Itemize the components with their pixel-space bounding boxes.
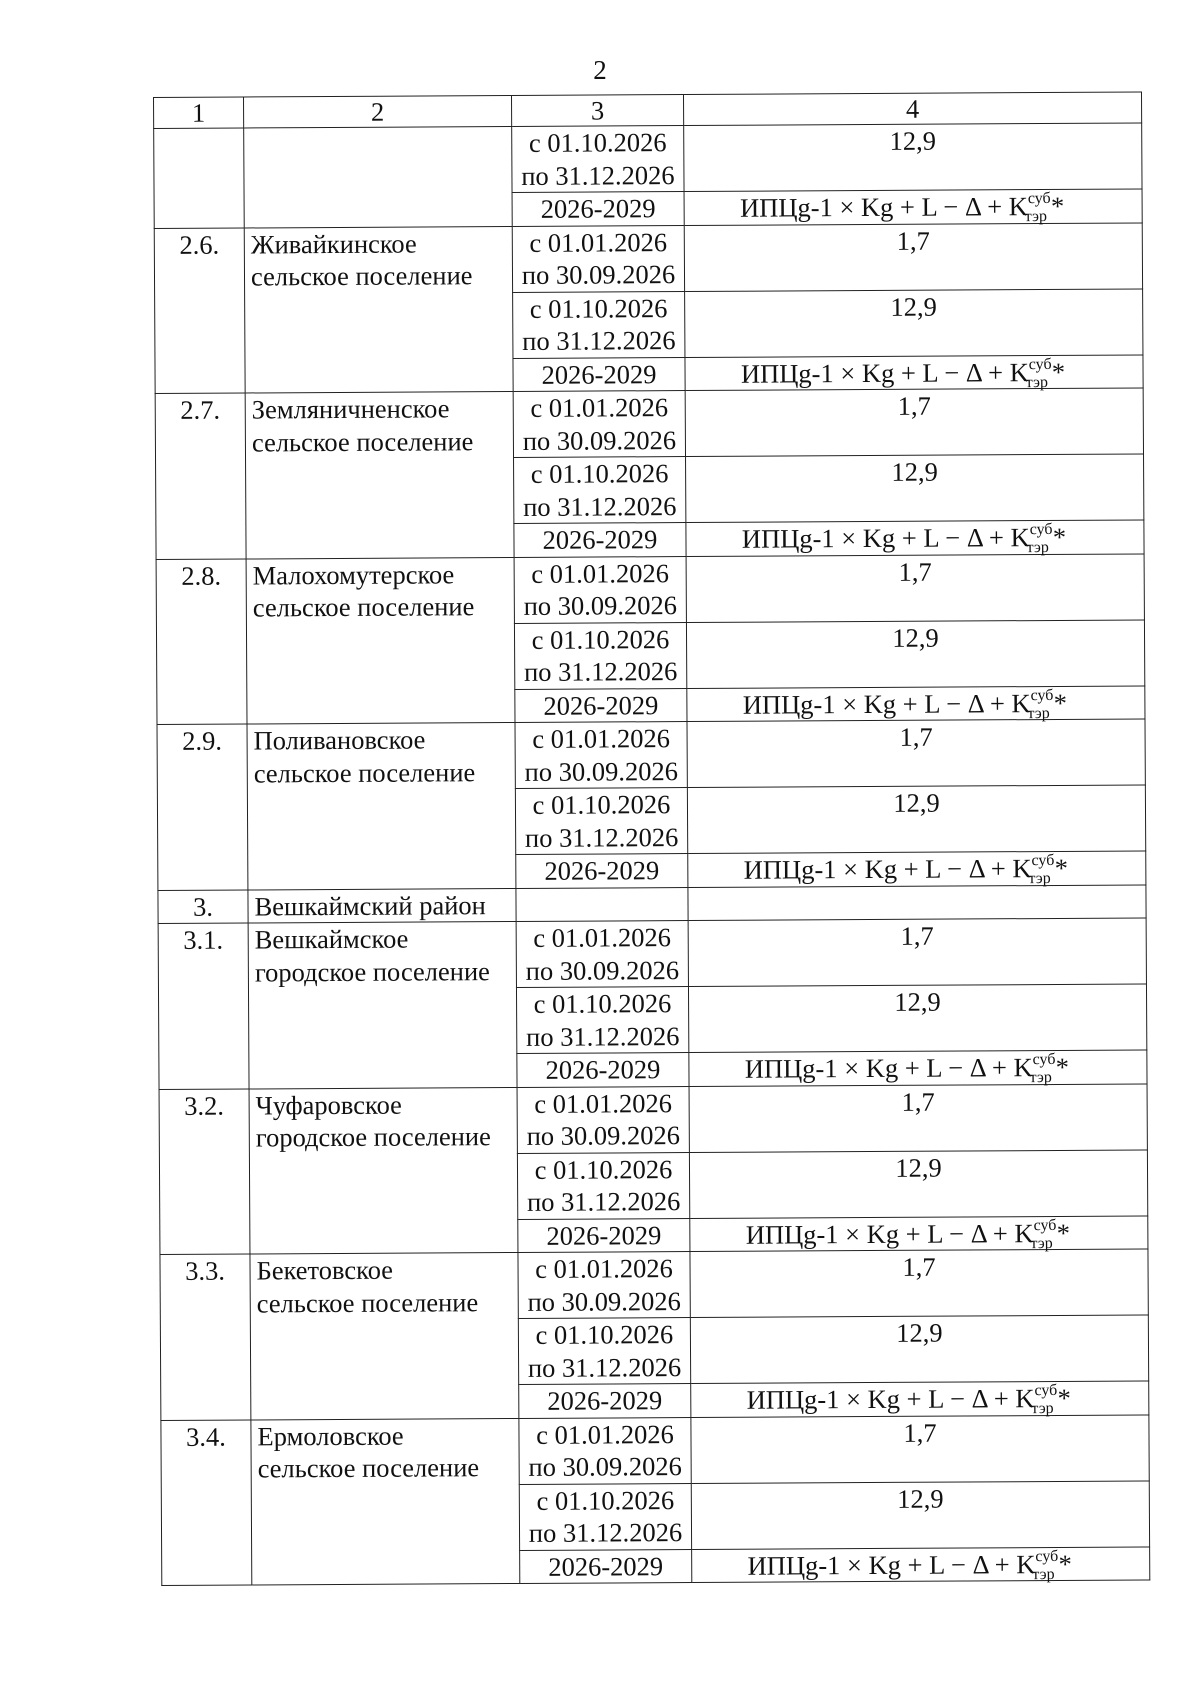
settlement-name: [246, 557, 515, 724]
period-cell: [515, 788, 687, 855]
tariff-table: [153, 91, 1150, 1586]
value-cell: 12,9: [689, 1149, 1147, 1218]
value-cell: 1,7: [691, 1414, 1149, 1483]
formula-cell: [688, 851, 1146, 887]
period-range: 2026-2029: [519, 1384, 691, 1418]
period-cell: [512, 225, 684, 292]
formula-sub: тэр: [1026, 539, 1049, 557]
formula-star: *: [1052, 521, 1067, 552]
value-cell: 1,7: [687, 719, 1145, 788]
value-cell: 1,7: [689, 1083, 1147, 1152]
row-number: 3.: [158, 889, 248, 923]
period-cell: [516, 921, 688, 988]
period-from: с 01.10.2026: [534, 1153, 673, 1185]
period-from: с 01.10.2026: [530, 458, 669, 489]
period-from: с 01.01.2026: [531, 557, 670, 589]
period-cell: [513, 291, 685, 358]
period-from: с 01.10.2026: [536, 1484, 675, 1516]
formula-main: ИПЦg-1 × Kg + L − Δ + K: [740, 356, 1029, 389]
period-cell: [517, 1086, 689, 1153]
table-row: [159, 1083, 1147, 1155]
empty-cell: [688, 884, 1146, 920]
period-to: по 30.09.2026: [526, 1120, 681, 1151]
formula-cell: [689, 1050, 1147, 1086]
period-to: по 30.09.2026: [524, 755, 679, 787]
formula-sup: суб: [1027, 190, 1051, 208]
settlement-name: [244, 226, 513, 393]
table-row: [157, 719, 1145, 791]
row-number: 3.2.: [159, 1088, 250, 1254]
period-to: по 31.12.2026: [526, 1020, 680, 1052]
period-cell: [518, 1252, 690, 1319]
settlement-name: [249, 1087, 518, 1254]
formula-main: ИПЦg-1 × Kg + L − Δ + K: [741, 522, 1030, 554]
formula-star: *: [1057, 1382, 1071, 1413]
period-to: по 31.12.2026: [522, 325, 676, 356]
period-to: по 30.09.2026: [523, 590, 678, 621]
period-from: с 01.01.2026: [533, 922, 672, 953]
table-row: [154, 222, 1142, 294]
period-from: с 01.01.2026: [530, 392, 669, 423]
row-number: 2.6.: [154, 227, 245, 393]
settlement-name-line-1: Живайкинское: [250, 228, 417, 259]
row-number: 2.9.: [157, 724, 248, 890]
formula-main: ИПЦg-1 × Kg + L − Δ + K: [739, 191, 1028, 223]
period-cell: [515, 722, 687, 789]
formula-main: ИПЦg-1 × Kg + L − Δ + K: [742, 687, 1031, 720]
period-cell: [514, 457, 686, 524]
period-cell: [514, 622, 686, 689]
table-row: [156, 553, 1144, 625]
district-name: Вешкаймский район: [248, 888, 516, 923]
period-from: с 01.01.2026: [532, 723, 670, 754]
settlement-name: [247, 722, 516, 889]
period-to: по 31.12.2026: [521, 159, 675, 191]
formula-cell: [686, 520, 1144, 556]
value-cell: 12,9: [690, 1315, 1148, 1384]
period-to: по 31.12.2026: [527, 1351, 682, 1383]
formula-cell: [684, 189, 1142, 225]
value-cell: 12,9: [684, 123, 1142, 192]
period-to: по 31.12.2026: [523, 656, 678, 687]
settlement-name-line-1: Бекетовское: [256, 1254, 394, 1286]
period-range: 2026-2029: [520, 1549, 692, 1583]
period-cell: [512, 126, 684, 193]
period-range: 2026-2029: [515, 688, 687, 722]
period-cell: [519, 1417, 691, 1484]
value-cell: 1,7: [690, 1249, 1148, 1318]
formula-cell: [690, 1215, 1148, 1251]
value-cell: 12,9: [687, 785, 1145, 854]
formula-sup: суб: [1034, 1382, 1058, 1400]
value-cell: 12,9: [685, 288, 1143, 357]
settlement-name: [251, 1418, 520, 1585]
formula-sup: суб: [1033, 1216, 1057, 1234]
period-from: с 01.10.2026: [535, 1319, 674, 1350]
period-from: с 01.10.2026: [529, 292, 668, 324]
period-from: с 01.01.2026: [536, 1418, 674, 1450]
formula-star: *: [1054, 852, 1068, 883]
value-cell: 1,7: [686, 553, 1144, 622]
formula-star: *: [1055, 1051, 1070, 1082]
row-number: [154, 128, 245, 228]
formula-main: ИПЦg-1 × Kg + L − Δ + K: [743, 853, 1032, 885]
period-to: по 31.12.2026: [526, 1186, 681, 1217]
header-col-2: 2: [244, 95, 512, 127]
header-col-3: 3: [511, 95, 683, 127]
formula-main: ИПЦg-1 × Kg + L − Δ + K: [747, 1548, 1036, 1581]
period-from: с 01.01.2026: [534, 1087, 673, 1119]
row-number: 3.3.: [160, 1254, 251, 1420]
value-cell: 1,7: [688, 918, 1146, 987]
formula-sup: суб: [1029, 521, 1053, 539]
settlement-name-line-2: сельское поселение: [250, 260, 473, 292]
value-cell: 12,9: [686, 619, 1144, 688]
formula-star: *: [1056, 1217, 1071, 1248]
formula-sub: тэр: [1030, 1234, 1053, 1252]
value-cell: 1,7: [684, 222, 1142, 291]
settlement-name-line-2: сельское поселение: [253, 756, 476, 788]
row-number: 2.7.: [155, 393, 246, 559]
empty-cell: [516, 887, 688, 921]
period-to: по 30.09.2026: [521, 259, 676, 290]
settlement-name-line-1: Вешкаймское: [254, 923, 409, 955]
table-row: [155, 388, 1143, 460]
period-cell: [517, 1152, 689, 1219]
formula-sup: суб: [1030, 686, 1054, 704]
formula-sup: суб: [1031, 852, 1055, 870]
table-row: [161, 1414, 1149, 1486]
row-number: 2.8.: [156, 558, 247, 724]
settlement-name-line-1: Земляничненское: [251, 393, 450, 425]
period-to: по 31.12.2026: [528, 1517, 683, 1548]
formula-main: ИПЦg-1 × Kg + L − Δ + K: [744, 1052, 1033, 1084]
period-to: по 31.12.2026: [524, 821, 679, 853]
formula-star: *: [1058, 1548, 1072, 1579]
period-from: с 01.10.2026: [531, 623, 670, 655]
period-range: 2026-2029: [516, 854, 688, 888]
formula-cell: [685, 354, 1143, 390]
formula-star: *: [1053, 687, 1068, 718]
formula-sub: тэр: [1031, 1400, 1054, 1418]
formula-main: ИПЦg-1 × Kg + L − Δ + K: [745, 1217, 1034, 1250]
formula-sup: суб: [1028, 355, 1052, 373]
header-col-4: 4: [683, 92, 1141, 126]
period-to: по 31.12.2026: [523, 490, 677, 522]
formula-cell: [691, 1381, 1149, 1417]
value-cell: 1,7: [685, 388, 1143, 457]
formula-sup: суб: [1035, 1547, 1059, 1565]
settlement-name-line-1: Малохомутерское: [252, 558, 455, 590]
settlement-name-line-2: сельское поселение: [256, 1286, 479, 1318]
table-row: [158, 918, 1146, 990]
formula-sub: тэр: [1032, 1565, 1055, 1583]
formula-sub: тэр: [1028, 870, 1051, 888]
settlement-name-line-1: Чуфаровское: [255, 1089, 402, 1120]
value-cell: 12,9: [688, 984, 1146, 1053]
formula-cell: [692, 1546, 1150, 1582]
settlement-name-line-2: городское поселение: [254, 955, 490, 987]
settlement-name-line-1: Ермоловское: [257, 1420, 404, 1451]
table-row: [160, 1249, 1148, 1321]
settlement-name: [245, 391, 514, 558]
formula-star: *: [1051, 356, 1066, 387]
settlement-name-line-2: сельское поселение: [257, 1452, 480, 1484]
formula-sup: суб: [1032, 1051, 1056, 1069]
header-col-1: 1: [154, 97, 244, 129]
settlement-name: [248, 921, 517, 1088]
settlement-name-line-2: сельское поселение: [252, 591, 475, 623]
period-to: по 30.09.2026: [528, 1451, 682, 1482]
settlement-name: [244, 126, 513, 227]
settlement-name-line-1: Поливановское: [253, 724, 426, 756]
period-from: с 01.01.2026: [535, 1253, 673, 1284]
settlement-name-line-2: сельское поселение: [251, 425, 474, 457]
table-row-district: [158, 884, 1146, 923]
period-range: 2026-2029: [513, 357, 685, 391]
formula-main: ИПЦg-1 × Kg + L − Δ + K: [746, 1383, 1035, 1415]
period-cell: [519, 1483, 691, 1550]
period-cell: [516, 987, 688, 1054]
formula-sub: тэр: [1029, 1069, 1052, 1087]
period-range: 2026-2029: [518, 1218, 690, 1252]
formula-sub: тэр: [1027, 704, 1050, 722]
period-range: 2026-2029: [514, 523, 686, 557]
formula-star: *: [1050, 190, 1065, 221]
value-cell: 12,9: [691, 1480, 1149, 1549]
period-range: 2026-2029: [512, 192, 684, 226]
period-cell: [518, 1318, 690, 1385]
formula-sub: тэр: [1025, 373, 1048, 391]
period-cell: [514, 556, 686, 623]
settlement-name-line-2: городское поселение: [255, 1121, 491, 1153]
period-from: с 01.10.2026: [532, 789, 671, 820]
period-to: по 30.09.2026: [525, 954, 680, 986]
table-row: [154, 123, 1142, 195]
period-cell: [513, 391, 685, 458]
formula-cell: [687, 685, 1145, 721]
period-from: с 01.01.2026: [529, 226, 668, 258]
period-to: по 30.09.2026: [527, 1285, 681, 1317]
period-range: 2026-2029: [517, 1053, 689, 1087]
period-from: с 01.10.2026: [528, 127, 667, 158]
formula-sub: тэр: [1024, 208, 1048, 226]
row-number: 3.1.: [158, 923, 249, 1089]
period-to: по 30.09.2026: [522, 424, 677, 456]
settlement-name: [250, 1252, 519, 1419]
page-number: 2: [593, 55, 607, 85]
value-cell: 12,9: [686, 454, 1144, 523]
period-from: с 01.10.2026: [533, 988, 672, 1019]
row-number: 3.4.: [161, 1419, 252, 1585]
